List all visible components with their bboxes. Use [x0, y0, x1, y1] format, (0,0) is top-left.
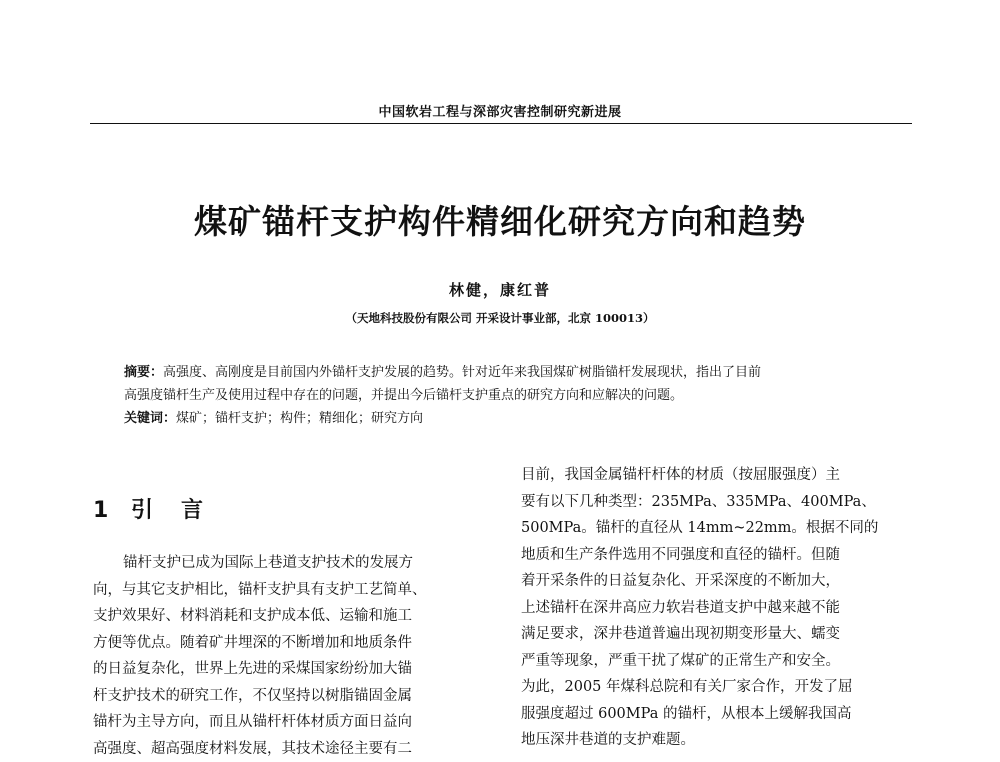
authors: 林健，康红普	[0, 279, 1000, 300]
body-line: 服强度超过 600MPa 的锚杆，从根本上缓解我国高	[521, 701, 916, 728]
body-line: 500MPa。锚杆的直径从 14mm~22mm。根据不同的	[521, 515, 916, 542]
abstract-block	[124, 361, 904, 430]
right-column	[521, 462, 916, 754]
body-line: 要有以下几种类型：235MPa、335MPa、400MPa、	[521, 489, 916, 516]
body-line: 杆支护技术的研究工作，不仅坚持以树脂锚固金属	[93, 683, 488, 710]
body-line: 方便等优点。随着矿井埋深的不断增加和地质条件	[93, 630, 488, 657]
body-line: 锚杆为主导方向，而且从锚杆杆体材质方面日益向	[93, 709, 488, 736]
body-line: 锚杆支护已成为国际上巷道支护技术的发展方	[93, 550, 488, 577]
paper-title: 煤矿锚杆支护构件精细化研究方向和趋势	[0, 196, 1000, 243]
body-line: 为此，2005 年煤科总院和有关厂家合作，开发了屈	[521, 674, 916, 701]
body-line: 的日益复杂化，世界上先进的采煤国家纷纷加大锚	[93, 656, 488, 683]
body-line: 高强度、超高强度材料发展，其技术途径主要有二	[93, 736, 488, 762]
body-line: 支护效果好、材料消耗和支护成本低、运输和施工	[93, 603, 488, 630]
section-heading	[93, 493, 231, 524]
body-line: 上述锚杆在深井高应力软岩巷道支护中越来越不能	[521, 595, 916, 622]
running-header: 中国软岩工程与深部灾害控制研究新进展	[0, 101, 1000, 120]
abstract-line-1: 摘要：高强度、高刚度是目前国内外锚杆支护发展的趋势。针对近年来我国煤矿树脂锚杆发展现状，指出了目前	[124, 361, 904, 384]
section-number: 1	[93, 498, 131, 523]
section-title-char: 引	[131, 493, 153, 524]
body-line: 向，与其它支护相比，锚杆支护具有支护工艺简单、	[93, 577, 488, 604]
body-line: 地压深井巷道的支护难题。	[521, 727, 916, 754]
keywords-line	[124, 407, 904, 430]
body-line: 满足要求，深井巷道普遍出现初期变形量大、蠕变	[521, 621, 916, 648]
body-line: 着开采条件的日益复杂化、开采深度的不断加大，	[521, 568, 916, 595]
abstract-label: 摘要：	[124, 365, 163, 380]
affiliation: （天地科技股份有限公司 开采设计事业部，北京 100013）	[0, 310, 1000, 326]
body-line: 严重等现象，严重干扰了煤矿的正常生产和安全。	[521, 648, 916, 675]
section-title-char: 言	[181, 493, 203, 524]
body-line: 地质和生产条件选用不同强度和直径的锚杆。但随	[521, 542, 916, 569]
body-line: 目前，我国金属锚杆杆体的材质（按屈服强度）主	[521, 462, 916, 489]
left-column	[93, 550, 488, 762]
header-rule	[90, 123, 912, 124]
keywords-label: 关键词：	[124, 411, 176, 426]
keywords: 煤矿；锚杆支护；构件；精细化；研究方向	[176, 411, 423, 426]
abstract-line-2: 高强度锚杆生产及使用过程中存在的问题，并提出今后锚杆支护重点的研究方向和应解决的问题。	[124, 384, 904, 407]
